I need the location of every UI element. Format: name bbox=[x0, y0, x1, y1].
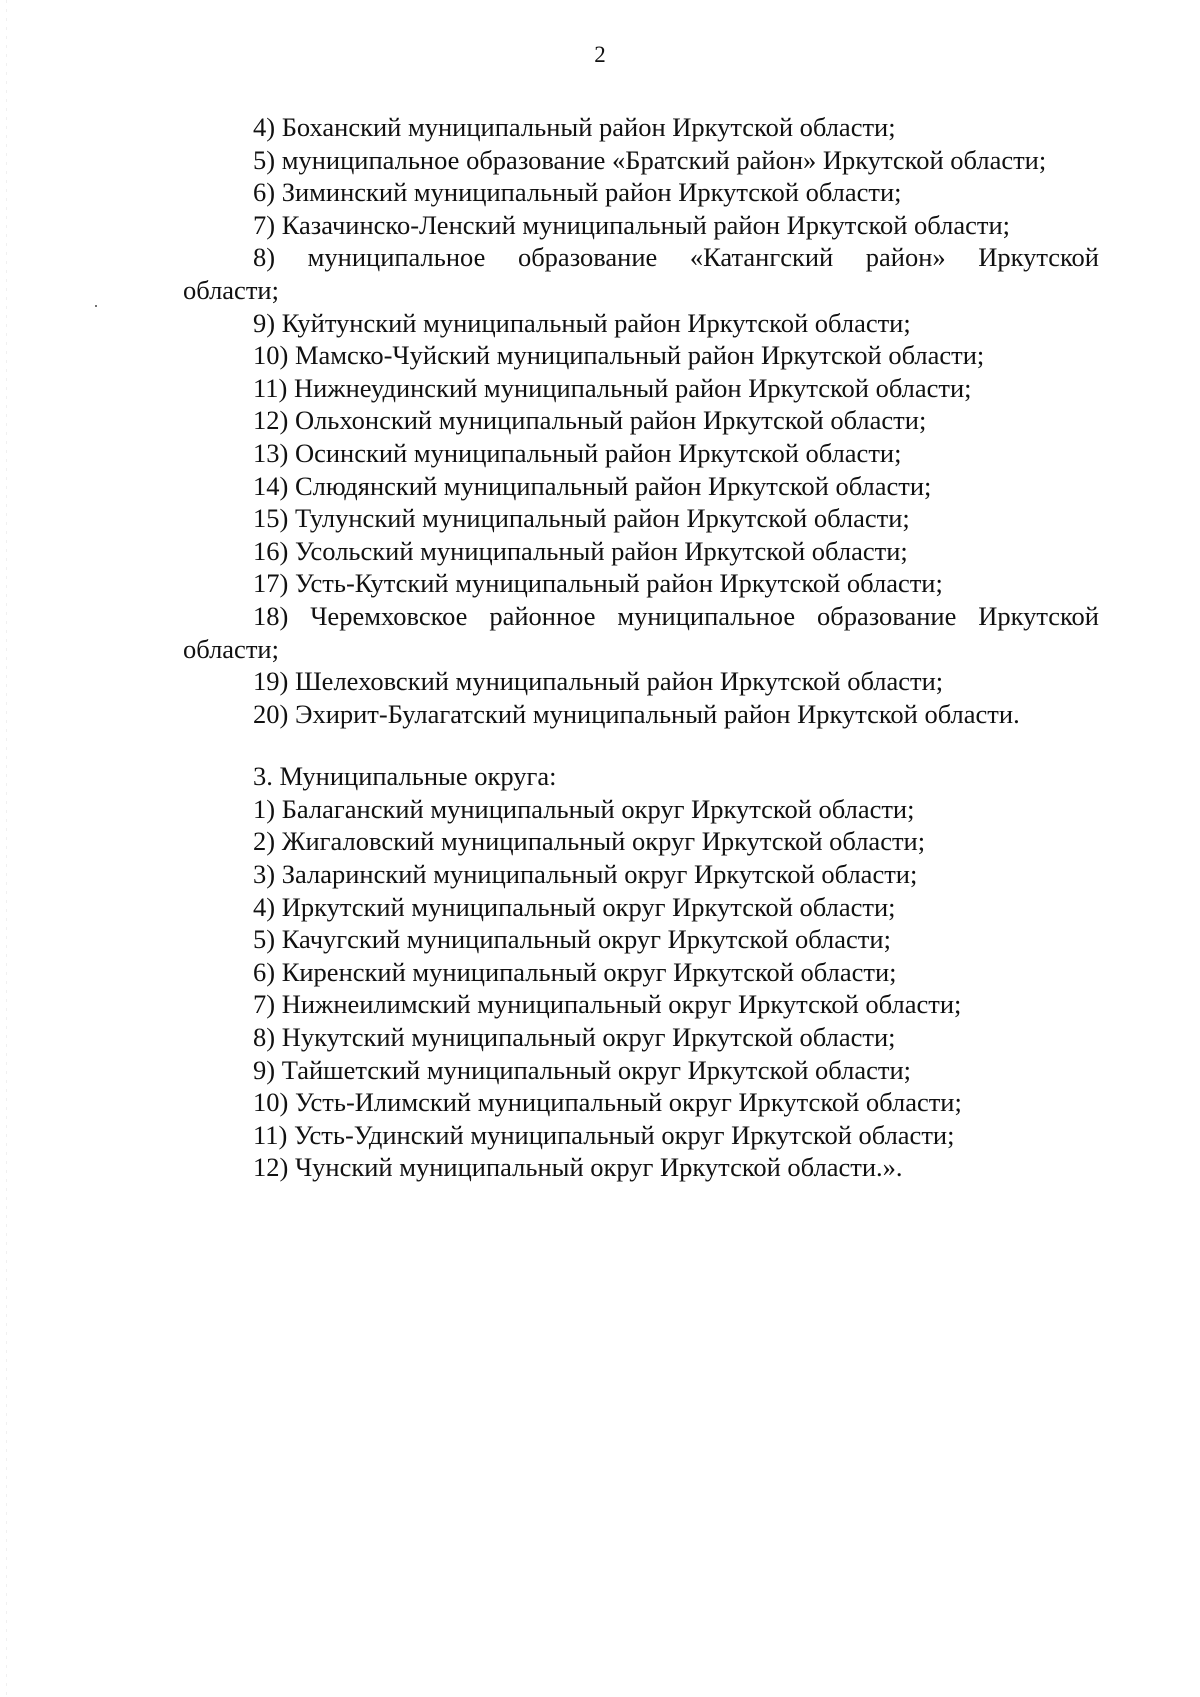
okrug-item-10: 10) Усть-Илимский муниципальный округ Иркутской области; bbox=[253, 1087, 962, 1118]
district-item-7: 7) Казачинско-Ленский муниципальный район Иркутской области; bbox=[253, 209, 1010, 240]
district-item-6: 6) Зиминский муниципальный район Иркутской области; bbox=[253, 177, 902, 208]
scan-edge-artifact bbox=[6, 0, 7, 1697]
district-item-5: 5) муниципальное образование «Братский район» Иркутской области; bbox=[253, 144, 1047, 175]
okrug-item-9: 9) Тайшетский муниципальный округ Иркутской области; bbox=[253, 1054, 911, 1085]
district-item-19: 19) Шелеховский муниципальный район Иркутской области; bbox=[253, 666, 944, 697]
district-item-8: 8) муниципальное образование «Катангский район» Иркутской области; bbox=[183, 242, 1099, 305]
scan-dot-artifact bbox=[95, 305, 97, 307]
district-item-17: 17) Усть-Кутский муниципальный район Иркутской области; bbox=[253, 568, 943, 599]
district-item-14: 14) Слюдянский муниципальный район Иркутской области; bbox=[253, 470, 932, 501]
okrug-item-4: 4) Иркутский муниципальный округ Иркутской области; bbox=[253, 891, 896, 922]
district-item-4: 4) Боханский муниципальный район Иркутской области; bbox=[253, 112, 896, 142]
okrugs-heading: 3. Муниципальные округа: bbox=[253, 761, 557, 792]
okrug-item-12: 12) Чунский муниципальный округ Иркутской области.». bbox=[253, 1152, 903, 1183]
okrug-item-8: 8) Нукутский муниципальный округ Иркутской области; bbox=[253, 1022, 896, 1053]
district-item-10: 10) Мамско-Чуйский муниципальный район Иркутской области; bbox=[253, 340, 985, 371]
okrug-item-1: 1) Балаганский муниципальный округ Иркутской области; bbox=[253, 793, 915, 824]
document-body bbox=[183, 111, 1099, 1184]
district-item-9: 9) Куйтунский муниципальный район Иркутской области; bbox=[253, 307, 911, 338]
district-item-15: 15) Тулунский муниципальный район Иркутской области; bbox=[253, 503, 910, 534]
page-number: 2 bbox=[594, 42, 606, 67]
section-spacer bbox=[183, 730, 1099, 760]
okrug-item-3: 3) Заларинский муниципальный округ Иркутской области; bbox=[253, 859, 918, 890]
district-item-11: 11) Нижнеудинский муниципальный район Иркутской области; bbox=[253, 372, 972, 403]
okrug-item-7: 7) Нижнеилимский муниципальный округ Иркутской области; bbox=[253, 989, 962, 1020]
okrug-item-11: 11) Усть-Удинский муниципальный округ Иркутской области; bbox=[253, 1119, 955, 1150]
district-item-12: 12) Ольхонский муниципальный район Иркутской области; bbox=[253, 405, 927, 436]
okrug-item-2: 2) Жигаловский муниципальный округ Иркутской области; bbox=[253, 826, 926, 857]
district-item-18: 18) Черемховское районное муниципальное образование Иркутской области; bbox=[183, 600, 1099, 664]
district-item-16: 16) Усольский муниципальный район Иркутской области; bbox=[253, 535, 908, 566]
okrug-item-6: 6) Киренский муниципальный округ Иркутской области; bbox=[253, 956, 897, 987]
district-item-13: 13) Осинский муниципальный район Иркутской области; bbox=[253, 437, 902, 468]
district-item-20: 20) Эхирит-Булагатский муниципальный район Иркутской области. bbox=[253, 698, 1020, 729]
okrug-item-5: 5) Качугский муниципальный округ Иркутской области; bbox=[253, 924, 891, 955]
